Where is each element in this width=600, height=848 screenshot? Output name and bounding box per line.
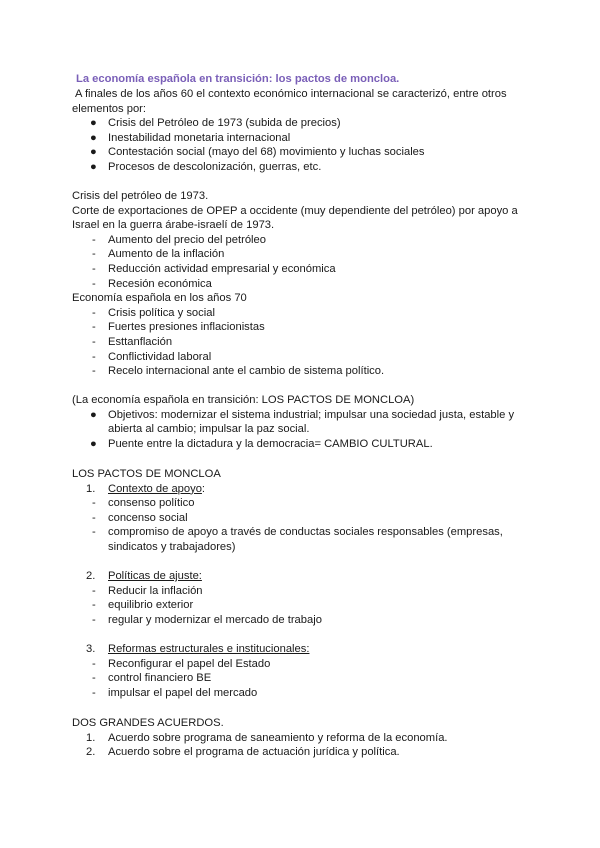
document-title: La economía española en transición: los pactos de moncloa. <box>76 73 400 85</box>
crisis-section <box>72 189 532 379</box>
list-item: - Aumento del precio del petróleo <box>92 233 266 246</box>
list-item: - equilibrio exterior <box>92 599 194 612</box>
numbered-heading: 3. Reformas estructurales e institucionales: <box>86 643 310 656</box>
numbered-heading: 1. Contexto de apoyo: <box>86 482 206 495</box>
section-heading: (La economía española en transición: LOS PACTOS DE MONCLOA) <box>72 394 415 406</box>
list-item: 2. Acuerdo sobre el programa de actuación jurídica y política. <box>86 746 400 759</box>
dash-marker: - <box>92 262 96 275</box>
dash-marker: - <box>92 497 96 510</box>
list-item: ● Procesos de descolonización, guerras, etc. <box>90 160 322 173</box>
bullet-marker: ● <box>90 131 97 144</box>
list-item: - Esttanflación <box>92 335 173 348</box>
transicion-section <box>72 393 532 451</box>
list-item: - Conflictividad laboral <box>92 350 212 363</box>
dash-marker: - <box>92 277 96 290</box>
list-item: ● Crisis del Petróleo de 1973 (subida de precios) <box>90 117 341 130</box>
list-item: - Reconfigurar el papel del Estado <box>92 657 271 670</box>
list-item: ● Contestación social (mayo del 68) movimiento y luchas sociales <box>90 146 425 159</box>
list-item: - concenso social <box>92 511 188 524</box>
intro-line-2: elementos por: <box>72 102 147 115</box>
dash-marker: - <box>92 233 96 246</box>
section-heading: DOS GRANDES ACUERDOS. <box>72 717 224 729</box>
dash-marker: - <box>92 365 96 378</box>
bullet-marker: ● <box>90 160 97 173</box>
list-item: - regular y modernizar el mercado de trabajo <box>92 613 322 626</box>
list-item: - Recelo internacional ante el cambio de sistema político. <box>92 365 385 378</box>
bullet-marker: ● <box>90 408 97 421</box>
list-item: 1. Acuerdo sobre programa de saneamiento y reforma de la economía. <box>86 731 448 744</box>
bullet-marker: ● <box>90 146 97 159</box>
list-item-continuation: sindicatos y trabajadores) <box>108 540 236 553</box>
bullet-marker: ● <box>90 117 97 130</box>
dash-marker: - <box>92 321 96 334</box>
list-item: - Crisis política y social <box>92 306 215 319</box>
section-heading: LOS PACTOS DE MONCLOA <box>72 468 221 480</box>
list-item: ● Objetivos: modernizar el sistema industrial; impulsar una sociedad justa, estable y <box>90 408 515 421</box>
acuerdos-section <box>72 716 532 760</box>
dash-marker: - <box>92 248 96 261</box>
crisis-line-2: Israel en la guerra árabe-israelí de 1973. <box>72 219 275 232</box>
list-item: - control financiero BE <box>92 672 212 685</box>
dash-marker: - <box>92 599 96 612</box>
bullet-marker: ● <box>90 437 97 450</box>
list-item: - impulsar el papel del mercado <box>92 686 258 699</box>
dash-marker: - <box>92 511 96 524</box>
intro-section <box>72 87 532 175</box>
dash-marker: - <box>92 306 96 319</box>
list-item: ● Puente entre la dictadura y la democracia= CAMBIO CULTURAL. <box>90 437 433 450</box>
list-item: - Aumento de la inflación <box>92 248 225 261</box>
list-item: - Reducir la inflación <box>92 584 203 597</box>
dash-marker: - <box>92 657 96 670</box>
list-item: ● Inestabilidad monetaria internacional <box>90 131 291 144</box>
dash-marker: - <box>92 584 96 597</box>
list-item: - Recesión económica <box>92 277 212 290</box>
numbered-heading: 2. Políticas de ajuste: <box>86 570 202 583</box>
list-item: - compromiso de apoyo a través de conductas sociales responsables (empresas, <box>92 526 503 539</box>
dash-marker: - <box>92 686 96 699</box>
section-heading: Economía española en los años 70 <box>72 292 247 305</box>
dash-marker: - <box>92 613 96 626</box>
dash-marker: - <box>92 335 96 348</box>
pactos-section <box>72 467 532 701</box>
list-item-continuation: abierta al cambio; impulsar la paz social. <box>108 423 310 436</box>
dash-marker: - <box>92 526 96 539</box>
section-heading: Crisis del petróleo de 1973. <box>72 190 209 202</box>
list-item: - Fuertes presiones inflacionistas <box>92 321 265 334</box>
crisis-line-1: Corte de exportaciones de OPEP a occidente (muy dependiente del petróleo) por apoyo a <box>72 204 518 217</box>
list-item: - Reducción actividad empresarial y económica <box>92 262 336 275</box>
dash-marker: - <box>92 672 96 685</box>
list-item: - consenso político <box>92 497 195 510</box>
intro-line-1: A finales de los años 60 el contexto económico internacional se caracterizó, entre otros <box>75 88 507 100</box>
dash-marker: - <box>92 350 96 363</box>
